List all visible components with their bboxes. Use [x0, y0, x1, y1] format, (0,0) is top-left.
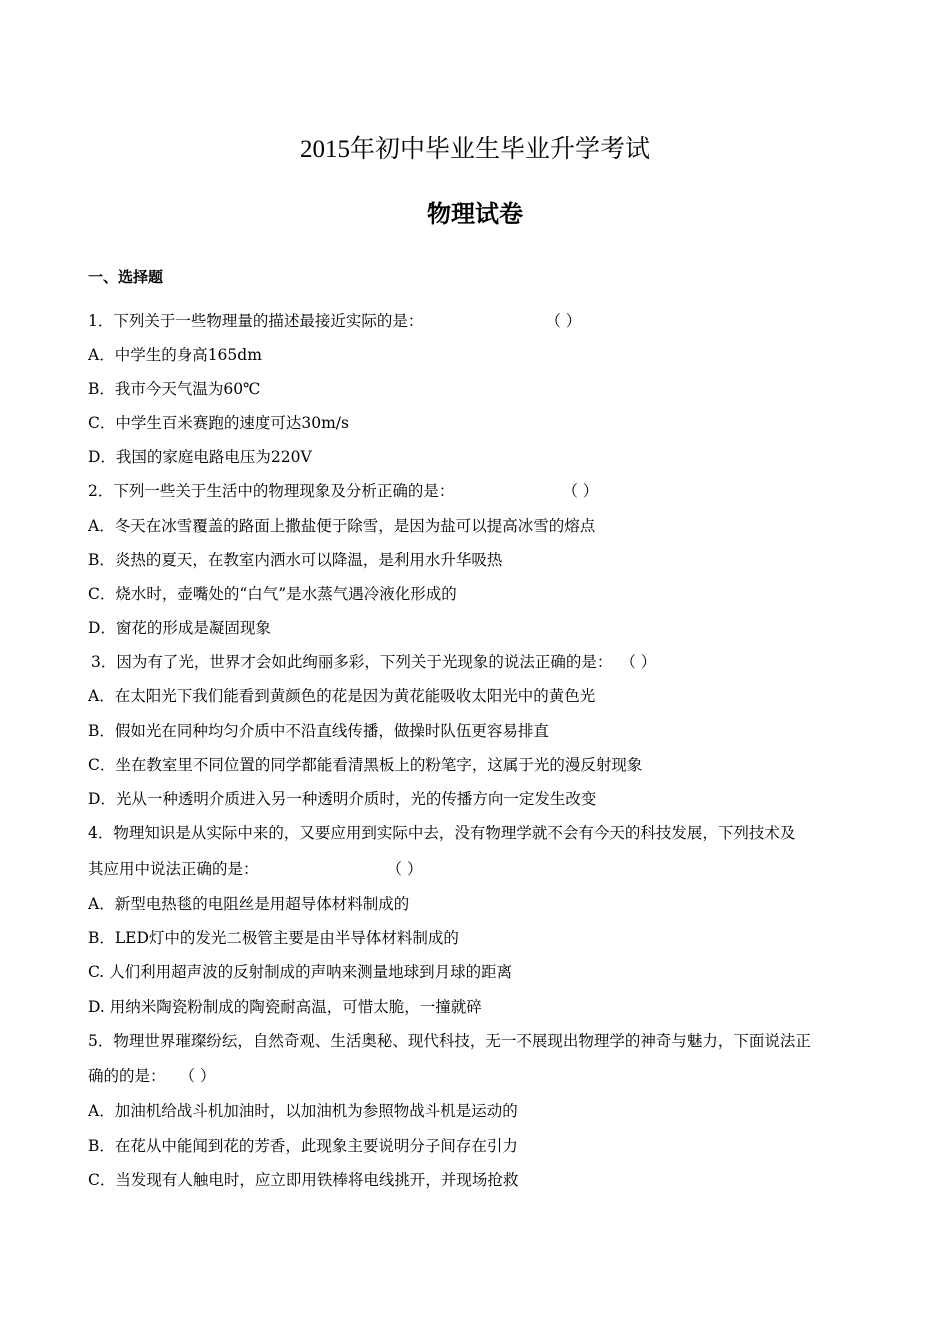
question-text: 确的的是：	[88, 1067, 166, 1085]
question-2-option-a: A．冬天在冰雪覆盖的路面上撒盐便于除雪，是因为盐可以提高冰雪的熔点	[88, 517, 596, 535]
exam-subtitle: 物理试卷	[427, 200, 523, 228]
question-text: 2．下列一些关于生活中的物理现象及分析正确的是：	[88, 482, 455, 500]
question-1-option-c: C．中学生百米赛跑的速度可达30m/s	[88, 414, 349, 432]
question-4-option-b: B．LED灯中的发光二极管主要是由半导体材料制成的	[88, 929, 459, 947]
question-2-option-d: D．窗花的形成是凝固现象	[88, 619, 271, 637]
question-5-option-a: A．加油机给战斗机加油时，以加油机为参照物战斗机是运动的	[88, 1102, 518, 1120]
question-4-option-c: C. 人们利用超声波的反射制成的声呐来测量地球到月球的距离	[88, 963, 513, 981]
question-1-option-a: A．中学生的身高165dm	[88, 346, 262, 364]
question-1-stem	[88, 309, 878, 333]
question-5-option-b: B．在花从中能闻到花的芳香，此现象主要说明分子间存在引力	[88, 1137, 518, 1155]
answer-parentheses: （ ）	[562, 482, 599, 500]
question-3-option-a: A．在太阳光下我们能看到黄颜色的花是因为黄花能吸收太阳光中的黄色光	[88, 687, 596, 705]
answer-parentheses: （ ）	[545, 312, 582, 330]
question-2-stem	[88, 479, 878, 503]
question-5-option-c: C．当发现有人触电时，应立即用铁棒将电线挑开，并现场抢救	[88, 1171, 519, 1189]
section-heading: 一、选择题	[88, 268, 164, 286]
answer-parentheses: （ ）	[386, 860, 423, 878]
question-5-stem-line-2	[88, 1064, 878, 1088]
question-4-option-a: A．新型电热毯的电阻丝是用超导体材料制成的	[88, 895, 410, 913]
question-2-option-c: C．烧水时，壶嘴处的“白气”是水蒸气遇冷液化形成的	[88, 585, 457, 603]
question-3-option-b: B．假如光在同种均匀介质中不沿直线传播，做操时队伍更容易排直	[88, 722, 549, 740]
question-3-option-d: D．光从一种透明介质进入另一种透明介质时，光的传播方向一定发生改变	[88, 790, 597, 808]
question-4-stem-line-1: 4．物理知识是从实际中来的，又要应用到实际中去，没有物理学就不会有今天的科技发展，下列技术及	[88, 824, 796, 842]
answer-parentheses: （ ）	[179, 1067, 216, 1085]
question-text: 其应用中说法正确的是：	[88, 860, 259, 878]
question-1-option-b: B．我市今天气温为60℃	[88, 380, 261, 398]
answer-parentheses: （ ）	[620, 653, 657, 671]
question-text: 1．下列关于一些物理量的描述最接近实际的是：	[88, 312, 424, 330]
question-4-option-d: D. 用纳米陶瓷粉制成的陶瓷耐高温，可惜太脆，一撞就碎	[88, 998, 482, 1016]
question-3-option-c: C．坐在教室里不同位置的同学都能看清黑板上的粉笔字，这属于光的漫反射现象	[88, 756, 643, 774]
question-5-stem-line-1: 5．物理世界璀璨纷纭，自然奇观、生活奥秘、现代科技，无一不展现出物理学的神奇与魅力，下面说法正	[88, 1032, 811, 1050]
question-3-stem	[91, 650, 881, 674]
question-2-option-b: B．炎热的夏天，在教室内洒水可以降温，是利用水升华吸热	[88, 551, 503, 569]
exam-title: 2015年初中毕业生毕业升学考试	[299, 136, 650, 163]
question-4-stem-line-2	[88, 857, 878, 881]
question-1-option-d: D．我国的家庭电路电压为220V	[88, 448, 312, 466]
question-text: 3．因为有了光，世界才会如此绚丽多彩，下列关于光现象的说法正确的是：	[91, 653, 613, 671]
